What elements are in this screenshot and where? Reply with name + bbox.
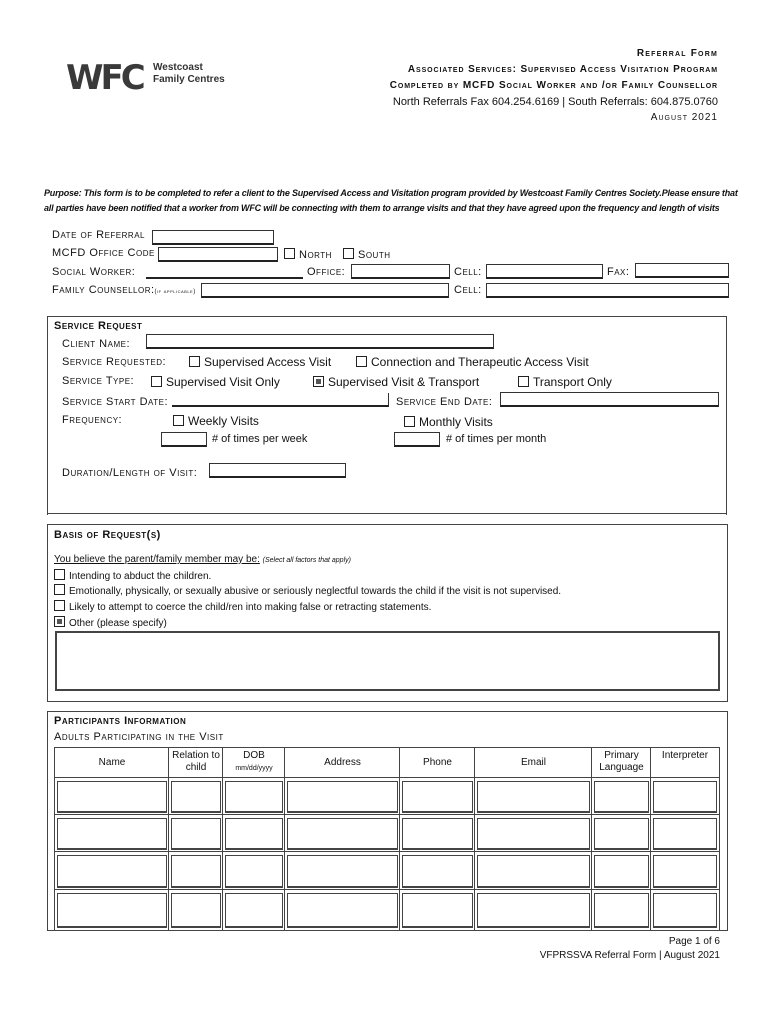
participant-interpreter-input[interactable] (653, 781, 717, 813)
service-request-heading: Service Request (54, 320, 143, 332)
form-title: Referral Form (636, 48, 718, 59)
participant-name-input[interactable] (57, 893, 167, 928)
therapeutic-access-checkbox[interactable] (356, 356, 367, 367)
dob-format-hint: mm/dd/yyyy (235, 765, 273, 772)
basis-checkbox-coerce[interactable] (54, 600, 65, 611)
participant-row-2-language-cell (591, 814, 652, 853)
participant-row-2-email-cell (474, 814, 593, 853)
transport-only-checkbox[interactable] (518, 376, 529, 387)
participant-email-input[interactable] (477, 818, 590, 850)
participant-address-input[interactable] (287, 893, 398, 928)
north-option[interactable] (284, 248, 332, 261)
participant-phone-input[interactable] (402, 855, 473, 888)
completed-by: Completed by MCFD Social Worker and /or Family Counsellor (389, 80, 718, 91)
participants-table (54, 747, 718, 929)
end-date-label: Service End Date: (396, 396, 493, 408)
participant-row-4-language-cell (591, 889, 652, 931)
participant-row-1-dob-cell (222, 777, 286, 816)
participant-dob-input[interactable] (225, 855, 283, 888)
monthly-label: Monthly Visits (419, 415, 493, 429)
participant-row-1-language-cell (591, 777, 652, 816)
header-cell-email (474, 747, 593, 779)
start-date-label: Service Start Date: (62, 396, 169, 408)
fax-label: Fax: (607, 266, 630, 278)
participant-language-input[interactable] (594, 855, 649, 888)
column-header-phone: Phone (423, 757, 452, 768)
cell-label-2: Cell: (454, 284, 482, 296)
header-titles (390, 46, 718, 126)
north-label: North (299, 249, 332, 261)
participant-row-2-phone-cell (399, 814, 476, 853)
participant-row-4-name-cell (54, 889, 170, 931)
basis-heading: Basis of Request(s) (54, 529, 161, 541)
participant-row-3-dob-cell (222, 851, 286, 891)
transport-only-label: Transport Only (533, 375, 612, 389)
office-code-label: MCFD Office Code (52, 247, 155, 259)
times-per-week-field[interactable] (161, 432, 207, 447)
participant-phone-input[interactable] (402, 893, 473, 928)
column-header-address: Address (324, 757, 361, 768)
participant-name-input[interactable] (57, 781, 167, 813)
client-name-field[interactable] (146, 334, 494, 349)
basis-intro: You believe the parent/family member may be: (Select all factors that apply) (54, 554, 351, 565)
participant-relation-input[interactable] (171, 893, 221, 928)
header-cell-dob (222, 747, 286, 779)
participant-row-3-language-cell (591, 851, 652, 891)
participant-interpreter-input[interactable] (653, 818, 717, 850)
office-field[interactable] (351, 264, 450, 279)
participant-dob-input[interactable] (225, 818, 283, 850)
visit-transport-label: Supervised Visit & Transport (328, 375, 480, 389)
counsellor-note: (if applicable) (154, 289, 196, 295)
participant-row-3-name-cell (54, 851, 170, 891)
logo-name-line2: Family Centres (153, 74, 225, 85)
office-label: Office: (307, 266, 346, 278)
duration-field[interactable] (209, 463, 346, 478)
times-per-month-label: # of times per month (446, 433, 547, 445)
column-header-email: Email (520, 757, 546, 768)
participant-phone-input[interactable] (402, 781, 473, 813)
duration-label: Duration/Length of Visit: (62, 467, 198, 479)
south-label: South (358, 249, 391, 261)
social-worker-field[interactable] (146, 265, 303, 279)
start-date-field[interactable] (172, 393, 389, 407)
participant-row-2-dob-cell (222, 814, 286, 853)
cell-label: Cell: (454, 266, 482, 278)
counsellor-field[interactable] (201, 283, 449, 298)
header-cell-phone (399, 747, 476, 779)
times-per-month-field[interactable] (394, 432, 440, 447)
service-requested-label: Service Requested: (62, 356, 167, 368)
form-id: VFPRSSVA Referral Form | August 2021 (539, 950, 720, 961)
basis-checkbox-abduct[interactable] (54, 569, 65, 580)
other-specify-textarea[interactable] (55, 631, 720, 691)
participant-language-input[interactable] (594, 893, 649, 928)
participant-row-4-email-cell (474, 889, 593, 931)
participant-email-input[interactable] (477, 855, 590, 888)
participant-row-1-phone-cell (399, 777, 476, 816)
basis-item-coerce[interactable]: Likely to attempt to coerce the child/ren into making false or retracting statements. (54, 600, 431, 613)
participant-interpreter-input[interactable] (653, 855, 717, 888)
participant-interpreter-input[interactable] (653, 893, 717, 928)
participant-email-input[interactable] (477, 781, 590, 813)
column-header-interpreter: Interpreter (661, 750, 709, 761)
participant-row-3-email-cell (474, 851, 593, 891)
visit-only-label: Supervised Visit Only (166, 375, 280, 389)
visit-transport-checkbox[interactable] (313, 376, 324, 387)
basis-intro-note: (Select all factors that apply) (262, 557, 351, 564)
participant-row-2-interpreter-cell (650, 814, 720, 853)
column-header-relation: Relation to child (172, 750, 220, 773)
monthly-checkbox[interactable] (404, 416, 415, 427)
north-checkbox[interactable] (284, 248, 295, 259)
participant-row-3-relation-cell (168, 851, 224, 891)
service-type-label: Service Type: (62, 375, 135, 387)
visit-transport-option[interactable] (313, 375, 479, 389)
date-of-referral-field[interactable] (152, 230, 274, 245)
participant-address-input[interactable] (287, 855, 398, 888)
monthly-option[interactable] (404, 415, 493, 429)
cell-field[interactable] (486, 264, 603, 279)
column-header-dob: DOB (243, 750, 265, 761)
times-per-week-label: # of times per week (212, 433, 308, 445)
supervised-access-option[interactable] (189, 355, 331, 369)
participant-row-2-address-cell (284, 814, 401, 853)
transport-only-option[interactable] (518, 375, 612, 389)
visit-only-option[interactable] (151, 375, 280, 389)
participant-row-2-name-cell (54, 814, 170, 853)
therapeutic-access-label: Connection and Therapeutic Access Visit (371, 355, 589, 369)
participant-dob-input[interactable] (225, 893, 283, 928)
page-number: Page 1 of 6 (668, 936, 720, 947)
supervised-access-checkbox[interactable] (189, 356, 200, 367)
fax-field[interactable] (635, 263, 729, 278)
logo-name-line1: Westcoast (153, 62, 203, 73)
participant-relation-input[interactable] (171, 818, 221, 850)
participant-name-input[interactable] (57, 855, 167, 888)
header-cell-address (284, 747, 401, 779)
date-of-referral-label: Date of Referral (52, 229, 145, 241)
header-cell-interpreter (650, 747, 720, 779)
header-cell-name (54, 747, 170, 779)
weekly-label: Weekly Visits (188, 414, 259, 428)
logo-mark: WFC (66, 58, 143, 98)
column-header-name: Name (98, 757, 126, 768)
visit-only-checkbox[interactable] (151, 376, 162, 387)
participant-row-1-address-cell (284, 777, 401, 816)
office-code-field[interactable] (158, 247, 278, 262)
section-divider (47, 513, 727, 514)
weekly-checkbox[interactable] (173, 415, 184, 426)
weekly-option[interactable] (173, 414, 259, 428)
purpose-text: Purpose: This form is to be completed to refer a client to the Supervised Access and Visitation program provided by Westcoast Family Centres Society.Please ensure that all parties have been notified that a worker from WFC will be connecting with them to arrange visits and that they have agreed upon the frequency and length of visits (44, 188, 738, 213)
end-date-field[interactable] (500, 392, 719, 407)
frequency-label: Frequency: (62, 414, 123, 426)
participant-row-4-address-cell (284, 889, 401, 931)
participant-row-2-relation-cell (168, 814, 224, 853)
header-date: August 2021 (650, 112, 718, 123)
participant-language-input[interactable] (594, 781, 649, 813)
participant-address-input[interactable] (287, 818, 398, 850)
participant-language-input[interactable] (594, 818, 649, 850)
fax-line: North Referrals Fax 604.254.6169 | South Referrals: 604.875.0760 (392, 96, 718, 108)
participant-row-1-name-cell (54, 777, 170, 816)
therapeutic-access-option[interactable] (356, 355, 589, 369)
header-cell-language (591, 747, 652, 779)
participant-row-3-phone-cell (399, 851, 476, 891)
basis-item-other[interactable]: Other (please specify) (54, 616, 167, 629)
client-name-label: Client Name: (62, 338, 131, 350)
basis-item-abusive[interactable]: Emotionally, physically, or sexually abusive or seriously neglectful towards the child if the visit is not supervised. (54, 584, 561, 597)
participant-name-input[interactable] (57, 818, 167, 850)
logo (66, 58, 226, 98)
basis-checkbox-other[interactable] (54, 616, 65, 627)
participant-row-4-phone-cell (399, 889, 476, 931)
participant-relation-input[interactable] (171, 781, 221, 813)
participant-row-1-interpreter-cell (650, 777, 720, 816)
participant-row-1-relation-cell (168, 777, 224, 816)
participants-heading: Participants Information (54, 715, 187, 727)
column-header-language: Primary Language (599, 750, 644, 773)
program-title: Associated Services: Supervised Access Visitation Program (407, 64, 718, 75)
basis-item-abduct[interactable]: Intending to abduct the children. (54, 569, 211, 582)
participant-row-4-relation-cell (168, 889, 224, 931)
participant-row-4-interpreter-cell (650, 889, 720, 931)
south-checkbox[interactable] (343, 248, 354, 259)
supervised-access-label: Supervised Access Visit (204, 355, 332, 369)
social-worker-label: Social Worker: (52, 266, 136, 278)
participant-phone-input[interactable] (402, 818, 473, 850)
participant-row-4-dob-cell (222, 889, 286, 931)
participant-email-input[interactable] (477, 893, 590, 928)
participant-address-input[interactable] (287, 781, 398, 813)
counsellor-label: Family Counsellor:(if applicable) (52, 284, 196, 296)
participant-row-1-email-cell (474, 777, 593, 816)
participant-dob-input[interactable] (225, 781, 283, 813)
south-option[interactable] (343, 248, 391, 261)
participant-relation-input[interactable] (171, 855, 221, 888)
counsellor-cell-field[interactable] (486, 283, 729, 298)
participants-subheading: Adults Participating in the Visit (54, 731, 224, 743)
participant-row-3-interpreter-cell (650, 851, 720, 891)
header-cell-relation (168, 747, 224, 779)
basis-checkbox-abusive[interactable] (54, 584, 65, 595)
participant-row-3-address-cell (284, 851, 401, 891)
